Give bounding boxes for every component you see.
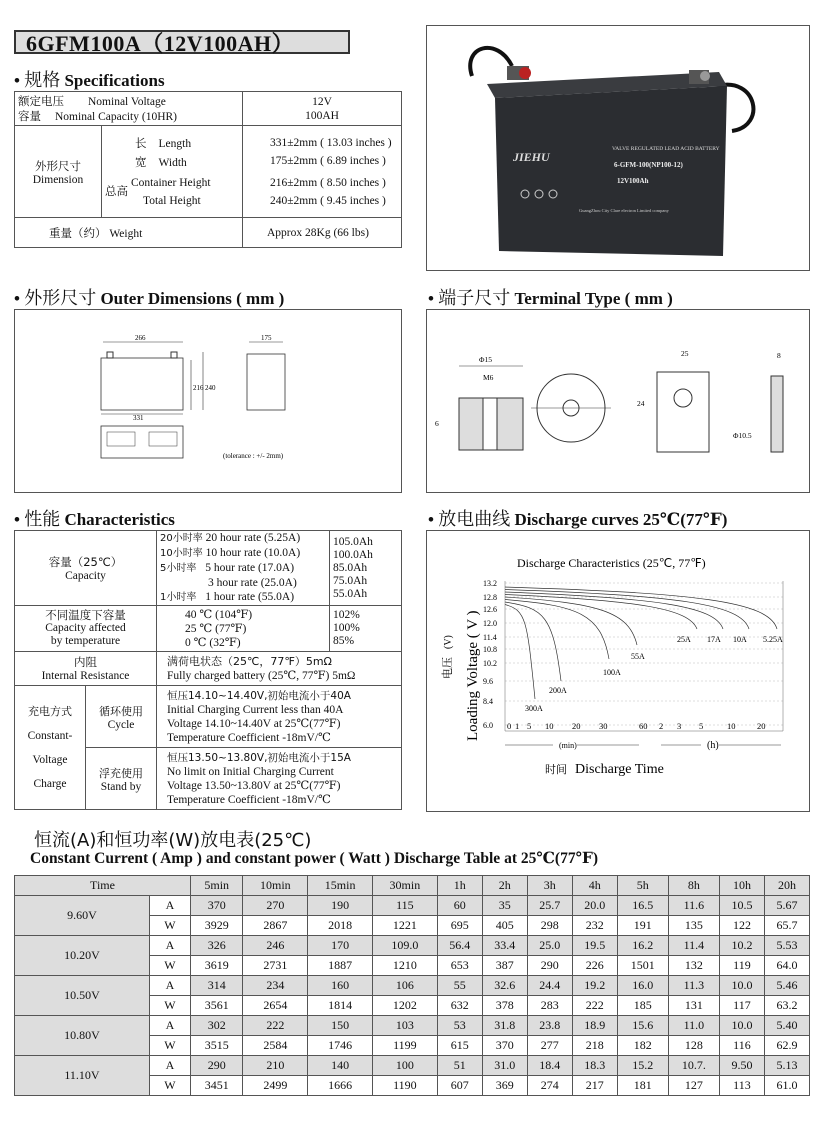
value-cell: 370 (190, 896, 243, 916)
characteristics-table: 容量（25℃） Capacity 20小时率 20 hour rate (5.25A) 10小时率 10 hour rate (10.0A) 5小时率 5 hour rate (17.0A) 3 hour rate (25.0A) 1小时率 1 hour rate (55.0A) 105.0Ah 100.0Ah 85.0Ah 75.0Ah 55.0Ah 不同温度下容量 Capacity affected by temperature 40 ℃ (104℉) 25 ℃ (77℉) 0 ℃ (32℉) 102% 100% 85% 内阻 Internal Resistance 满荷电状态（25℃，77℉）5mΩ Fully charged battery (25℃, 77℉) 5mΩ 充电方式 Constant- Voltage Charge 循环使用 Cycle 恒压14.10~14.40V,初始电流小于40A Initial Charging Current less than 40A Voltage 14.10~14.40V at 25℃(77℉) Temperature Coefficient -18mV/℃ 浮充使用 Stand by 恒压13.50~13.80V,初始电流小于15A No limit on Initial Charging Current Voltage 13.50~13.80V at 25℃(77℉) Temperature Coefficient -18mV/℃ (14, 530, 402, 810)
terminal-heading: • 端子尺寸 Terminal Type ( mm ) (428, 288, 673, 309)
value-cell: 25.0 (527, 936, 572, 956)
value-cell: 234 (243, 976, 308, 996)
discharge-table (14, 875, 810, 1096)
value-cell: 109.0 (373, 936, 438, 956)
value-cell: 11.6 (668, 896, 719, 916)
value-cell: 18.3 (572, 1056, 617, 1076)
value-cell: 128 (668, 1036, 719, 1056)
value-cell: 2654 (243, 996, 308, 1016)
value-cell: 16.0 (617, 976, 668, 996)
x-axis-label: Discharge Time (575, 762, 664, 777)
table-row (15, 976, 810, 996)
value-cell: 632 (437, 996, 482, 1016)
value-cell: 170 (308, 936, 373, 956)
table-row (15, 1056, 810, 1076)
value-cell: 1666 (308, 1076, 373, 1096)
value-cell: 191 (617, 916, 668, 936)
value-cell: 5.13 (764, 1056, 809, 1076)
value-cell: 18.4 (527, 1056, 572, 1076)
value-cell: 3515 (190, 1036, 243, 1056)
value-cell: 160 (308, 976, 373, 996)
discharge-chart-svg (427, 531, 809, 811)
value-cell: 35 (482, 896, 527, 916)
value-cell: 405 (482, 916, 527, 936)
svg-text:6: 6 (435, 419, 439, 428)
y-tick-label: 6.0 (483, 721, 493, 730)
voltage-cell: 11.10V (15, 1056, 150, 1096)
value-cell: 31.0 (482, 1056, 527, 1076)
discharge-chart (426, 530, 810, 812)
voltage-cell: 10.50V (15, 976, 150, 1016)
value-cell: 122 (719, 916, 764, 936)
svg-text:331: 331 (133, 414, 144, 422)
value-cell: 2018 (308, 916, 373, 936)
value-cell: 19.5 (572, 936, 617, 956)
curves-heading: • 放电曲线 Discharge curves 25℃(77℉) (428, 509, 728, 530)
value-cell: 32.6 (482, 976, 527, 996)
value-cell: 1190 (373, 1076, 438, 1096)
discharge-curve (505, 587, 777, 629)
series-label: 17A (707, 635, 721, 644)
x-tick-label: 10 (545, 721, 554, 731)
value-cell: 19.2 (572, 976, 617, 996)
value-cell: 64.0 (764, 956, 809, 976)
table-row (15, 896, 810, 916)
col-header: 1h (437, 876, 482, 896)
svg-text:175: 175 (261, 334, 272, 342)
spec-table: 额定电压 Nominal Voltage 容量 Nominal Capacity (10HR) 12V 100AH 外形尺寸 Dimension 长 Length 宽 Width 总高 Container Height Total Height 331±2mm ( 13.03 inches ) 175±2mm ( 6.89 inches ) 216±2mm ( 8.50 inches ) 240±2mm ( 9.45 inches ) 重量（约） Weight Approx 28Kg (66 lbs) (14, 91, 402, 248)
value-cell: 10.0 (719, 976, 764, 996)
value-cell: 60 (437, 896, 482, 916)
discharge-curve (505, 602, 561, 681)
value-cell: 378 (482, 996, 527, 1016)
col-header: 2h (482, 876, 527, 896)
col-header: 5h (617, 876, 668, 896)
x-tick-label: 5 (527, 721, 532, 731)
value-cell: 1202 (373, 996, 438, 1016)
x-tick-label: 2 (659, 721, 664, 731)
outer-heading: • 外形尺寸 Outer Dimensions ( mm ) (14, 288, 285, 309)
value-cell: 15.2 (617, 1056, 668, 1076)
table-row (15, 1016, 810, 1036)
spec-heading: • 规格 Specifications (14, 70, 165, 91)
svg-text:8: 8 (777, 351, 781, 360)
value-cell: 326 (190, 936, 243, 956)
value-cell: 226 (572, 956, 617, 976)
y-tick-label: 12.8 (483, 593, 497, 602)
value-cell: 3619 (190, 956, 243, 976)
value-cell: 31.8 (482, 1016, 527, 1036)
series-label: 55A (631, 652, 645, 661)
value-cell: 20.0 (572, 896, 617, 916)
svg-text:6-GFM-100(NP100-12): 6-GFM-100(NP100-12) (614, 161, 683, 169)
value-cell: 10.5 (719, 896, 764, 916)
voltage-cell: 10.20V (15, 936, 150, 976)
value-cell: 615 (437, 1036, 482, 1056)
value-cell: 103 (373, 1016, 438, 1036)
col-header: 20h (764, 876, 809, 896)
series-label: 10A (733, 635, 747, 644)
value-cell: 116 (719, 1036, 764, 1056)
value-cell: 246 (243, 936, 308, 956)
svg-text:24: 24 (637, 399, 645, 408)
series-label: 100A (603, 668, 621, 677)
table-row (15, 936, 810, 956)
value-cell: 119 (719, 956, 764, 976)
value-cell: 607 (437, 1076, 482, 1096)
unit-cell: A (149, 976, 190, 996)
svg-text:12V100Ah: 12V100Ah (617, 177, 649, 185)
y-tick-label: 9.6 (483, 677, 493, 686)
value-cell: 15.6 (617, 1016, 668, 1036)
unit-cell: W (149, 1076, 190, 1096)
value-cell: 5.46 (764, 976, 809, 996)
value-cell: 135 (668, 916, 719, 936)
value-cell: 270 (243, 896, 308, 916)
unit-cell: A (149, 1016, 190, 1036)
page-title: 6GFM100A（12V100AH） (14, 30, 350, 54)
col-header: 3h (527, 876, 572, 896)
value-cell: 132 (668, 956, 719, 976)
value-cell: 3561 (190, 996, 243, 1016)
value-cell: 131 (668, 996, 719, 1016)
value-cell: 113 (719, 1076, 764, 1096)
value-cell: 5.67 (764, 896, 809, 916)
y-tick-label: 10.8 (483, 645, 497, 654)
value-cell: 217 (572, 1076, 617, 1096)
value-cell: 277 (527, 1036, 572, 1056)
value-cell: 11.4 (668, 936, 719, 956)
y-axis-unit: (V) (443, 635, 454, 649)
value-cell: 2731 (243, 956, 308, 976)
value-cell: 274 (527, 1076, 572, 1096)
col-header: 10h (719, 876, 764, 896)
value-cell: 2584 (243, 1036, 308, 1056)
discharge-curve (505, 597, 637, 645)
value-cell: 10.0 (719, 1016, 764, 1036)
svg-text:M6: M6 (483, 373, 494, 382)
series-label: 200A (549, 686, 567, 695)
value-cell: 9.50 (719, 1056, 764, 1076)
x-tick-label: 5 (699, 721, 704, 731)
value-cell: 695 (437, 916, 482, 936)
value-cell: 23.8 (527, 1016, 572, 1036)
char-heading: • 性能 Characteristics (14, 509, 175, 530)
value-cell: 222 (243, 1016, 308, 1036)
svg-text:266: 266 (135, 334, 146, 342)
value-cell: 218 (572, 1036, 617, 1056)
value-cell: 370 (482, 1036, 527, 1056)
value-cell: 302 (190, 1016, 243, 1036)
value-cell: 25.7 (527, 896, 572, 916)
value-cell: 53 (437, 1016, 482, 1036)
col-header: 5min (190, 876, 243, 896)
series-label: 5.25A (763, 635, 783, 644)
value-cell: 127 (668, 1076, 719, 1096)
value-cell: 2499 (243, 1076, 308, 1096)
value-cell: 1210 (373, 956, 438, 976)
value-cell: 222 (572, 996, 617, 1016)
value-cell: 290 (527, 956, 572, 976)
value-cell: 63.2 (764, 996, 809, 1016)
value-cell: 369 (482, 1076, 527, 1096)
series-label: 25A (677, 635, 691, 644)
table-heading-cn: 恒流(A)和恒功率(W)放电表(25℃) (34, 830, 312, 851)
discharge-curve (505, 600, 609, 660)
value-cell: 210 (243, 1056, 308, 1076)
svg-text:240: 240 (205, 384, 216, 392)
value-cell: 185 (617, 996, 668, 1016)
col-header: 4h (572, 876, 617, 896)
voltage-cell: 10.80V (15, 1016, 150, 1056)
value-cell: 11.0 (668, 1016, 719, 1036)
value-cell: 182 (617, 1036, 668, 1056)
value-cell: 140 (308, 1056, 373, 1076)
battery-photo (426, 25, 810, 271)
value-cell: 5.40 (764, 1016, 809, 1036)
unit-cell: A (149, 896, 190, 916)
unit-cell: A (149, 1056, 190, 1076)
outer-dimensions-drawing (14, 309, 402, 493)
x-tick-label: 1 (515, 721, 520, 731)
y-tick-label: 11.4 (483, 633, 497, 642)
value-cell: 1814 (308, 996, 373, 1016)
x-tick-label: 30 (599, 721, 608, 731)
col-header: 8h (668, 876, 719, 896)
time-header: Time (15, 876, 191, 896)
y-axis-label-cn: 电压 (441, 657, 454, 679)
svg-text:Φ15: Φ15 (479, 355, 492, 364)
value-cell: 62.9 (764, 1036, 809, 1056)
value-cell: 11.3 (668, 976, 719, 996)
y-tick-label: 13.2 (483, 579, 497, 588)
x-tick-label: 60 (639, 721, 648, 731)
value-cell: 150 (308, 1016, 373, 1036)
value-cell: 1746 (308, 1036, 373, 1056)
col-header: 10min (243, 876, 308, 896)
y-tick-label: 10.2 (483, 659, 497, 668)
unit-cell: W (149, 956, 190, 976)
value-cell: 61.0 (764, 1076, 809, 1096)
value-cell: 51 (437, 1056, 482, 1076)
svg-text:GuangZhou City Clare electron: GuangZhou City Clare electron Limited company (579, 208, 669, 213)
value-cell: 2867 (243, 916, 308, 936)
value-cell: 10.7. (668, 1056, 719, 1076)
y-axis-label: Loading Voltage ( V ) (465, 610, 481, 741)
col-header: 15min (308, 876, 373, 896)
value-cell: 314 (190, 976, 243, 996)
value-cell: 653 (437, 956, 482, 976)
value-cell: 1199 (373, 1036, 438, 1056)
value-cell: 1501 (617, 956, 668, 976)
table-heading-en: Constant Current ( Amp ) and constant power ( Watt ) Discharge Table at 25℃(77℉) (30, 850, 598, 867)
battery-illustration (427, 26, 809, 270)
value-cell: 18.9 (572, 1016, 617, 1036)
value-cell: 5.53 (764, 936, 809, 956)
value-cell: 100 (373, 1056, 438, 1076)
svg-text:(tolerance : +/- 2mm): (tolerance : +/- 2mm) (223, 452, 284, 460)
y-tick-label: 12.0 (483, 619, 497, 628)
voltage-cell: 9.60V (15, 896, 150, 936)
value-cell: 117 (719, 996, 764, 1016)
x-tick-label: 0 (507, 721, 512, 731)
svg-text:JIEHU: JIEHU (513, 150, 550, 164)
value-cell: 16.2 (617, 936, 668, 956)
value-cell: 56.4 (437, 936, 482, 956)
y-tick-label: 8.4 (483, 697, 493, 706)
x-tick-label: 20 (572, 721, 581, 731)
series-label: 300A (525, 704, 543, 713)
value-cell: 283 (527, 996, 572, 1016)
unit-cell: W (149, 1036, 190, 1056)
value-cell: 1887 (308, 956, 373, 976)
x-unit-h: (h) (707, 740, 719, 751)
svg-text:25: 25 (681, 349, 689, 358)
terminal-drawing (426, 309, 810, 493)
value-cell: 298 (527, 916, 572, 936)
value-cell: 16.5 (617, 896, 668, 916)
value-cell: 232 (572, 916, 617, 936)
value-cell: 10.2 (719, 936, 764, 956)
value-cell: 3929 (190, 916, 243, 936)
col-header: 30min (373, 876, 438, 896)
value-cell: 290 (190, 1056, 243, 1076)
value-cell: 190 (308, 896, 373, 916)
chart-title: Discharge Characteristics (25℃, 77℉) (517, 556, 706, 570)
x-unit-min: (min) (559, 741, 577, 750)
value-cell: 1221 (373, 916, 438, 936)
value-cell: 65.7 (764, 916, 809, 936)
unit-cell: W (149, 996, 190, 1016)
svg-text:VALVE REGULATED LEAD ACID BATT: VALVE REGULATED LEAD ACID BATTERY (612, 146, 720, 152)
discharge-curve (505, 605, 535, 700)
value-cell: 33.4 (482, 936, 527, 956)
unit-cell: W (149, 916, 190, 936)
y-tick-label: 12.6 (483, 605, 497, 614)
value-cell: 3451 (190, 1076, 243, 1096)
value-cell: 387 (482, 956, 527, 976)
value-cell: 181 (617, 1076, 668, 1096)
x-tick-label: 10 (727, 721, 736, 731)
x-tick-label: 3 (677, 721, 682, 731)
value-cell: 115 (373, 896, 438, 916)
svg-text:Φ10.5: Φ10.5 (733, 431, 752, 440)
value-cell: 24.4 (527, 976, 572, 996)
x-axis-label-cn: 时间 (545, 763, 567, 776)
value-cell: 55 (437, 976, 482, 996)
unit-cell: A (149, 936, 190, 956)
value-cell: 106 (373, 976, 438, 996)
svg-text:216: 216 (193, 384, 204, 392)
x-tick-label: 20 (757, 721, 766, 731)
